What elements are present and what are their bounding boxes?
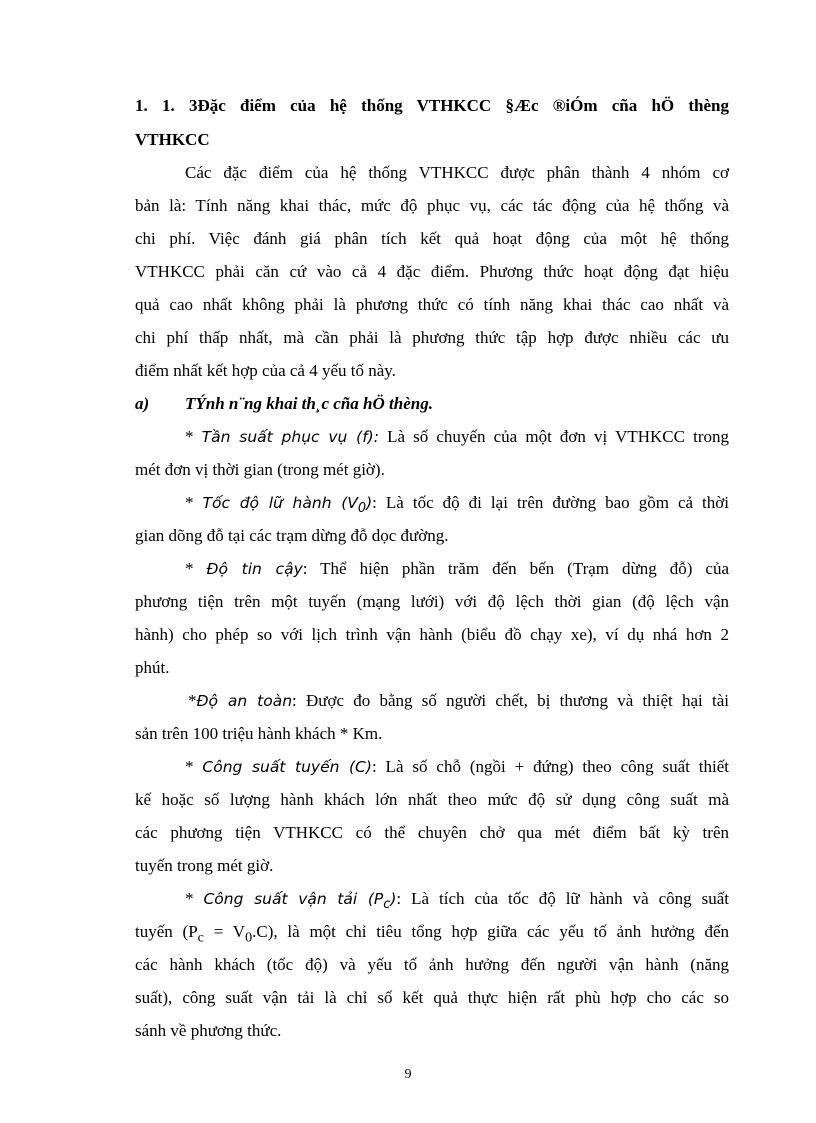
item-reliability-line-3: hành) cho phép so với lịch trình vận hành (biểu đồ chạy xe), ví dụ nhá hơn 2	[135, 625, 729, 644]
item-speed-line-1	[185, 492, 729, 520]
intro-line: điểm nhất kết hợp của cả 4 yếu tố này.	[135, 361, 396, 380]
item-frequency-line-1	[185, 426, 729, 448]
item-transport-capacity-line-4: suất), công suất vận tải là chỉ số kết quả thực hiện rất phù hợp cho các so	[135, 988, 729, 1007]
item-capacity-line-3: các phương tiện VTHKCC có thể chuyên chở qua mét điểm bất kỳ trên	[135, 823, 729, 842]
section-heading-garbled: §Æc ®iÓm cña hÖ thèng	[505, 96, 730, 115]
item-capacity-line-4: tuyến trong mét giờ.	[135, 856, 274, 875]
intro-line: quả cao nhất không phải là phương thức có tính năng khai thác cao nhất và	[135, 295, 729, 314]
item-transport-capacity-line-5: sánh về phương thức.	[135, 1021, 282, 1040]
item-text: : Được đo bằng số người chết, bị thương và thiệt hại tài	[292, 691, 729, 710]
item-star: *	[188, 691, 197, 710]
item-reliability-line-2: phương tiện trên một tuyến (mạng lưới) với độ lệch thời gian (độ lệch vận	[135, 592, 729, 611]
item-safety-line-2: sản trên 100 triệu hành khách * Km.	[135, 724, 383, 743]
item-text: : Là số chỗ (ngồi + đứng) theo công suất thiết	[371, 757, 730, 776]
item-term: Công suất tuyến (C)	[202, 758, 372, 776]
intro-line: Các đặc điểm của hệ thống VTHKCC được phân thành 4 nhóm cơ	[185, 163, 729, 182]
item-term: Độ an toàn	[196, 692, 293, 710]
item-safety-line-1	[188, 690, 729, 712]
item-term: Độ tin cậy	[206, 560, 303, 578]
item-frequency-line-2: mét đơn vị thời gian (trong mét giờ).	[135, 460, 385, 479]
intro-line: chi phí thấp nhất, mà cần phải là phương thức tập hợp được nhiều các ưu	[135, 328, 729, 347]
subsection-marker: a)	[135, 394, 150, 413]
item-transport-capacity-line-3: các hành khách (tốc độ) và yếu tố ảnh hưởng đến người vận hành (năng	[135, 955, 729, 974]
item-text: : Là tốc độ đi lại trên đường bao gồm cả thời	[372, 493, 729, 512]
item-text: : Là tích của tốc độ lữ hành và công suất	[396, 889, 729, 908]
item-star: *	[185, 427, 194, 446]
intro-line: VTHKCC phải căn cứ vào cả 4 đặc điểm. Phương thức hoạt động đạt hiệu	[135, 262, 729, 281]
item-term: Tần suất phục vụ (f):	[201, 428, 379, 446]
intro-line: bản là: Tính năng khai thác, mức độ phục vụ, các tác động của hệ thống và	[135, 196, 729, 215]
section-heading-line-1	[135, 95, 729, 117]
item-star: *	[185, 493, 194, 512]
section-heading-line-2: VTHKCC	[135, 130, 210, 149]
item-star: *	[185, 889, 194, 908]
item-term: Công suất vận tải $(P_c)$	[203, 890, 397, 913]
item-star: *	[185, 757, 194, 776]
item-capacity-line-2: kế hoặc số lượng hành khách lớn nhất theo mức độ sử dụng công suất mà	[135, 790, 729, 809]
item-reliability-line-4: phút.	[135, 658, 170, 677]
item-capacity-line-1	[185, 756, 729, 778]
intro-line: chi phí. Việc đánh giá phân tích kết quả hoạt động của một hệ thống	[135, 229, 729, 248]
page-number: 9	[404, 1067, 412, 1082]
item-reliability-line-1	[185, 558, 729, 580]
item-transport-capacity-line-2: tuyến $(P_c = V_0.C)$, là một chỉ tiêu tổng hợp giữa các yếu tố ảnh hưởng đến	[135, 922, 730, 946]
item-speed-line-2: gian dõng đỗ tại các trạm dừng đỗ dọc đường.	[135, 526, 449, 545]
item-text: : Thể hiện phần trăm đến bến (Trạm dừng đỗ) của	[302, 559, 729, 578]
section-heading-main: 1. 1. 3Đặc điểm của hệ thống VTHKCC	[135, 96, 492, 115]
item-transport-capacity-line-1	[185, 888, 729, 916]
item-star: *	[185, 559, 194, 578]
subsection-title: TÝnh n¨ng khai th¸c cña hÖ thèng.	[185, 394, 433, 413]
item-term: Tốc độ lữ hành $(V_0)$	[202, 494, 373, 517]
item-text: Là số chuyến của một đơn vị VTHKCC trong	[387, 427, 730, 446]
